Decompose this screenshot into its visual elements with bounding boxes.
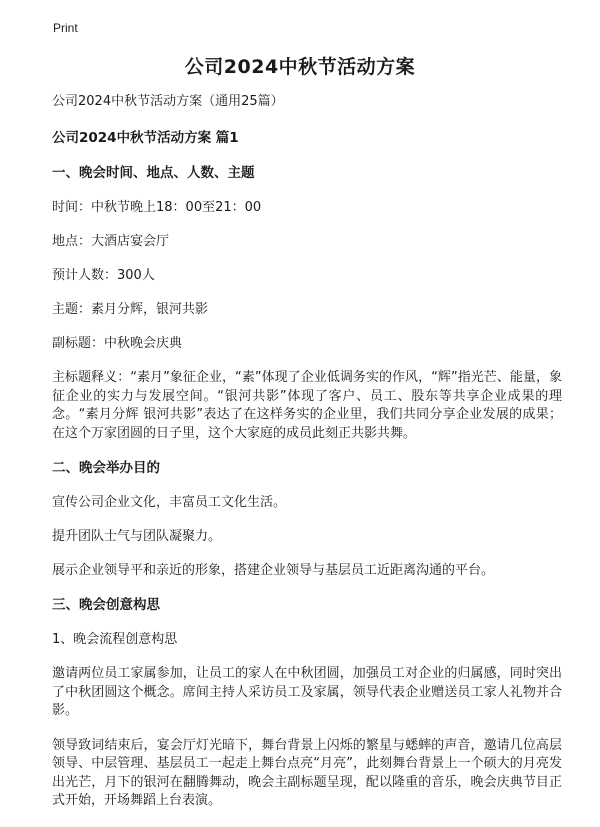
section-heading-purpose: 二、晚会举办目的 (52, 460, 160, 476)
purpose-item-1: 宣传公司企业文化，丰富员工文化生活。 (52, 495, 287, 510)
part-title: 公司2024中秋节活动方案 篇1 (52, 130, 239, 146)
document-subtitle: 公司2024中秋节活动方案（通用25篇） (52, 94, 284, 109)
section-heading-concept: 三、晚会创意构思 (52, 597, 160, 613)
purpose-item-2: 提升团队士气与团队凝聚力。 (52, 529, 222, 544)
theme-explanation: 主标题释义：“素月”象征企业，“素”体现了企业低调务实的作风，“辉”指光芒、能量，象征企业的实力与发展空间。“银河共影”体现了客户、员工、股东等共享企业成果的理念。“素月分辉 银河共影”表达了在这样务实的企业里，我们共同分享企业发展的成果；在这个万家团圆的日子里，这个大家庭的成员此刻正共影共舞。 (52, 370, 562, 441)
event-place: 地点：大酒店宴会厅 (52, 234, 170, 249)
print-label: Print (53, 21, 78, 35)
event-people: 预计人数：300人 (52, 268, 155, 283)
event-subtheme: 副标题：中秋晚会庆典 (52, 336, 183, 351)
event-time: 时间：中秋节晚上18：00至21：00 (52, 200, 262, 215)
section-heading-time-place: 一、晚会时间、地点、人数、主题 (52, 165, 255, 181)
document-body (52, 93, 562, 827)
concept-paragraph-2: 领导致词结束后，宴会厅灯光暗下，舞台背景上闪烁的繁星与蟋蟀的声音，邀请几位高层领导、中层管理、基层员工一起走上舞台点亮“月亮”，此刻舞台背景上一个硕大的月亮发出光芒，月下的银河在翻腾舞动，晚会主副标题呈现，配以隆重的音乐，晚会庆典节目正式开始，开场舞蹈上台表演。 (52, 737, 562, 808)
concept-paragraph-1: 邀请两位员工家属参加，让员工的家人在中秋团圆，加强员工对企业的归属感，同时突出了中秋团圆这个概念。席间主持人采访员工及家属，领导代表企业赠送员工家人礼物并合影。 (52, 666, 562, 718)
document-title: 公司2024中秋节活动方案 (184, 56, 416, 78)
purpose-item-3: 展示企业领导平和亲近的形象，搭建企业领导与基层员工近距离沟通的平台。 (52, 563, 495, 578)
event-theme: 主题：素月分辉，银河共影 (52, 302, 209, 317)
concept-subheading: 1、晚会流程创意构思 (52, 632, 178, 647)
